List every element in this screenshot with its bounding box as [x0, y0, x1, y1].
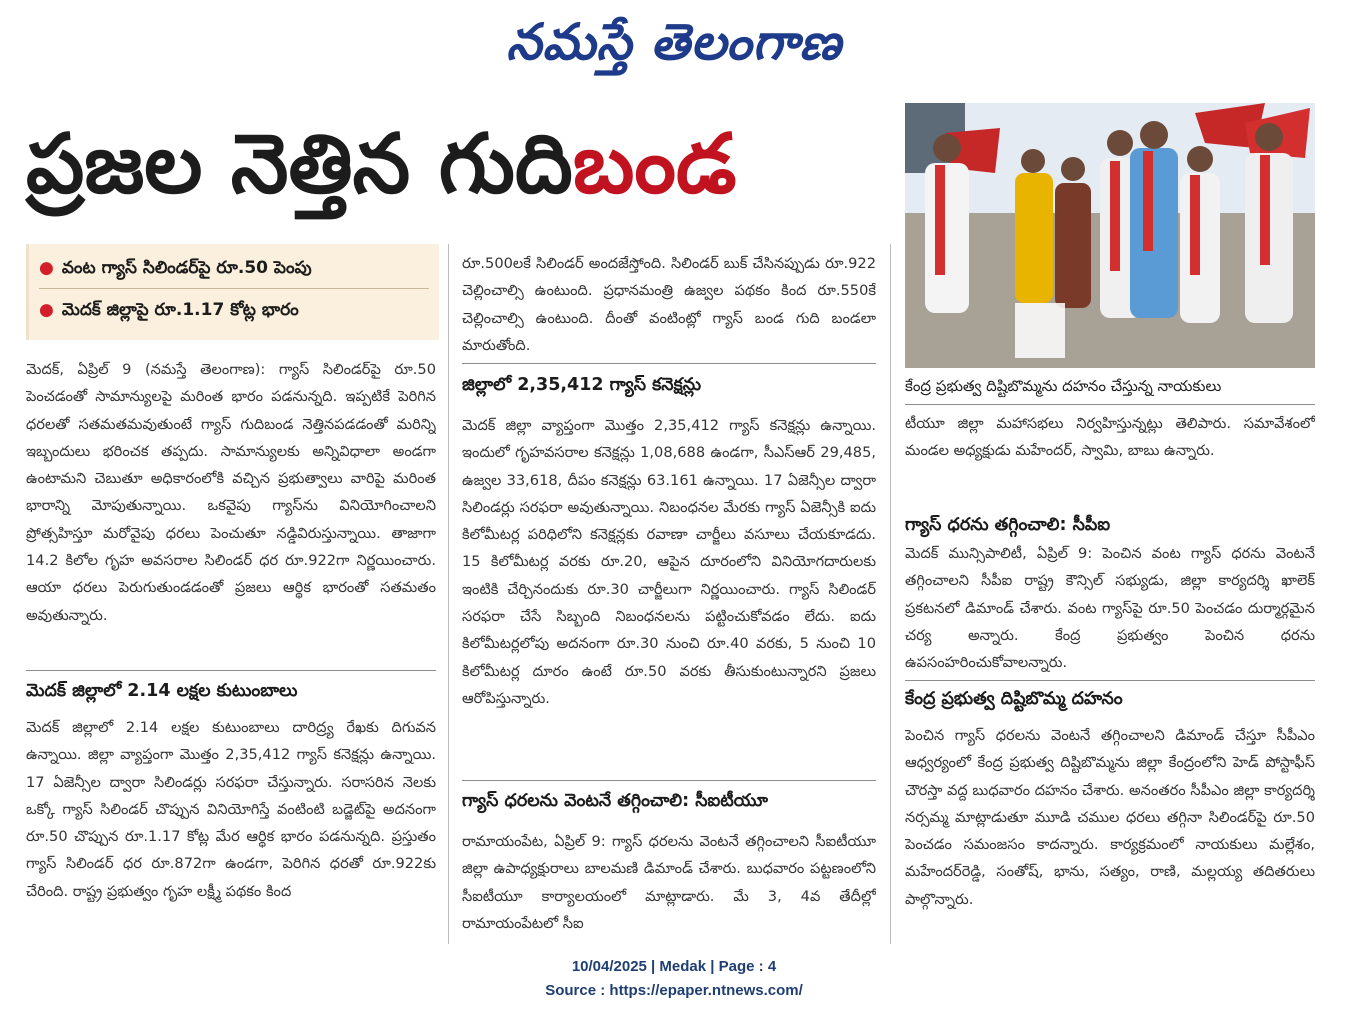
- column3-para2: మెదక్ మున్సిపాలిటీ, ఏప్రిల్ 9: పెంచిన వంట గ్యాస్ ధరను వెంటనే తగ్గించాలని సీపీఐ రాష్ట్ర కౌన్సిల్ సభ్యుడు, జిల్లా కార్యదర్శి ఖాలెక్ ప్రకటనలో డిమాండ్ చేశారు. వంట గ్యాస్‌పై రూ.50 పెంచడం దుర్మార్గమైన చర్య అన్నారు. కేంద్ర ప్రభుత్వం పెంచిన ధరను ఉపసంహరించుకోవాలన్నారు.: [905, 545, 1315, 672]
- column3-subhead-cpi: గ్యాస్ ధరను తగ్గించాలి: సీపీఐ: [905, 515, 1111, 535]
- divider: [26, 670, 436, 671]
- highlights-box: [26, 244, 439, 340]
- divider: [905, 680, 1315, 681]
- headline-highlight: బండ: [572, 117, 737, 212]
- protest-photo-illustration: [905, 103, 1315, 368]
- highlight-item: ● మెదక్ జిల్లాపై రూ.1.17 కోట్ల భారం: [39, 300, 299, 320]
- footer-date-page: 10/04/2025 | Medak | Page : 4: [571, 958, 777, 975]
- column2-para2: మెదక్ జిల్లా వ్యాప్తంగా మొత్తం 2,35,412 గ్యాస్ కనెక్షన్లు ఉన్నాయి. ఇందులో గృహవసరాల కనెక్షన్లు 1,08,688 ఉండగా, సీఎస్‌ఆర్ 29,485, ఉజ్వల 33,618, దీపం కనెక్షన్లు 63.161 ఉన్నాయి. 17 ఏజెన్సీల ద్వారా సిలిండర్లు సరఫరా అవుతున్నాయి. నిబంధనల మేరకు గ్యాస్ ఏజెన్సీకి ఐదు కిలోమీటర్ల పరిధిలోని కనెక్షన్లకు రవాణా చార్జీలు వసూలు చేయకూడదు. 15 కిలోమీటర్ల వరకు రూ.20, ఆపైన దూరంలోని వినియోగదారులకు ఇంటికి చేర్చినందుకు రూ.30 చార్జీలుగా నిర్ణయించారు. గ్యాస్ సిలిండర్ సరఫరా చేసే సిబ్బంది నిబంధనలను పట్టించుకోవడం లేదు. ఐదు కిలోమీటర్లలోపు అదనంగా రూ.30 నుంచి రూ.40 వరకు, 5 నుంచి 10 కిలోమీటర్ల దూరం ఉంటే రూ.50 వరకు తీసుకుంటున్నారని ప్రజలు ఆరోపిస్తున్నారు.: [462, 417, 876, 707]
- headline-main: ప్రజల నెత్తిన గుది: [26, 117, 573, 212]
- column1-subhead: మెదక్ జిల్లాలో 2.14 లక్షల కుటుంబాలు: [26, 681, 298, 701]
- divider: [905, 404, 1315, 405]
- bullet-icon: ●: [39, 300, 54, 320]
- photo-caption: కేంద్ర ప్రభుత్వ దిష్టిబొమ్మను దహనం చేస్తున్న నాయకులు: [905, 377, 1222, 395]
- divider: [39, 288, 429, 289]
- news-photo: [905, 103, 1315, 368]
- column2-para3: రామాయంపేట, ఏప్రిల్ 9: గ్యాస్ ధరలను వెంటనే తగ్గించాలని సీఐటీయూ జిల్లా ఉపాధ్యక్షురాలు బాలమణి డిమాండ్ చేశారు. బుధవారం పట్టణంలోని సీఐటీయూ కార్యాలయంలో మాట్లాడారు. మే 3, 4వ తేదీల్లో రామాయంపేటలో సీఐ: [462, 833, 876, 932]
- column3-para1: టీయూ జిల్లా మహాసభలు నిర్వహిస్తున్నట్లు తెలిపారు. సమావేశంలో మండల అధ్యక్షుడు మహేందర్, స్వామి, బాబు ఉన్నారు.: [905, 415, 1315, 460]
- highlight-item: ● వంట గ్యాస్ సిలిండర్‌పై రూ.50 పెంపు: [39, 258, 312, 278]
- column-divider: [890, 244, 891, 944]
- masthead-logo: నమస్తే తెలంగాణ: [506, 12, 842, 71]
- footer-source: Source : https://epaper.ntnews.com/: [545, 982, 803, 999]
- column3-subhead-effigy: కేంద్ర ప్రభుత్వ దిష్టిబొమ్మ దహనం: [905, 689, 1123, 709]
- column2-subhead-citu: గ్యాస్ ధరలను వెంటనే తగ్గించాలి: సీఐటీయూ: [462, 791, 768, 811]
- headline: [26, 100, 886, 230]
- column2-para1: రూ.500లకే సిలిండర్ అందజేస్తోంది. సిలిండర్ బుక్ చేసినప్పుడు రూ.922 చెల్లించాల్సి ఉంటుంది. ప్రధానమంత్రి ఉజ్వల పథకం కింద రూ.550కే చెల్లించాల్సి ఉంటుంది. దీంతో వంటింట్లో గ్యాస్ బండ గుది బండలా మారుతోంది.: [462, 255, 876, 354]
- bullet-icon: ●: [39, 258, 54, 278]
- column-divider: [448, 244, 449, 944]
- column2-subhead-connections: జిల్లాలో 2,35,412 గ్యాస్ కనెక్షన్లు: [462, 375, 702, 395]
- column1-para2: మెదక్ జిల్లాలో 2.14 లక్షల కుటుంబాలు దారిద్ర్య రేఖకు దిగువన ఉన్నాయి. జిల్లా వ్యాప్తంగా మొత్తం 2,35,412 గ్యాస్ కనెక్షన్లు ఉన్నాయి. 17 ఏజెన్సీల ద్వారా సిలిండర్లు సరఫరా చేస్తున్నారు. సరాసరిన నెలకు ఒక్కో గ్యాస్ సిలిండర్ చొప్పున వినియోగిస్తే వంటింటి బడ్జెట్‌పై అదనంగా రూ.50 చొప్పున రూ.1.17 కోట్ల మేర ఆర్థిక భారం పడనున్నది. ప్రస్తుతం గ్యాస్ సిలిండర్ ధర రూ.872గా ఉండగా, పెరిగిన ధరతో రూ.922కు చేరింది. రాష్ట్ర ప్రభుత్వం గృహ లక్ష్మీ పథకం కింద: [26, 719, 436, 900]
- column3-para3: పెంచిన గ్యాస్ ధరలను వెంటనే తగ్గించాలని డిమాండ్ చేస్తూ సీపీఎం ఆధ్వర్యంలో కేంద్ర ప్రభుత్వ దిష్టిబొమ్మను జిల్లా కేంద్రంలోని హెడ్ పోస్టాఫీస్ చౌరస్తా వద్ద బుధవారం దహనం చేశారు. అనంతరం సీపీఎం జిల్లా కార్యదర్శి నర్సమ్మ మాట్లాడుతూ మూడి చముల ధరలు తగ్గినా సిలిండర్‌పై రూ.50 పెంచడం సమంజసం కాదన్నారు. కార్యక్రమంలో నాయకులు మల్లేశం, మహేందర్‌రెడ్డి, సంతోష్, భాను, సత్యం, రాణి, మల్లయ్య తదితరులు పాల్గొన్నారు.: [905, 727, 1315, 908]
- divider: [462, 780, 876, 781]
- divider: [462, 363, 876, 364]
- column1-para1: మెదక్, ఏప్రిల్ 9 (నమస్తే తెలంగాణ): గ్యాస్ సిలిండర్‌పై రూ.50 పెంచడంతో సామాన్యులపై మరింత భారం పడనున్నది. ఇప్పటికే పెరిగిన ధరలతో సతమతమవుతుంటే గ్యాస్ గుదిబండ నెత్తినపడడంతో మరిన్ని ఇబ్బందులు భరించక తప్పదు. సామాన్యులకు అన్నివిధాలా అండగా ఉంటామని చెబుతూ అధికారంలోకి వచ్చిన ప్రభుత్వాలు వారిపై మరింత భారాన్ని మోపుతున్నాయి. ఒకవైపు గ్యాస్‌ను వినియోగించాలని ప్రోత్సహిస్తూ మరోవైపు ధరలు పెంచుతూ నడ్డివిరుస్తున్నాయి. తాజాగా 14.2 కిలోల గృహ అవసరాల సిలిండర్ ధర రూ.922గా నిర్ణయించారు. ఆయా ధరలు పెరుగుతుండడంతో ప్రజలు ఆర్థిక భారంతో సతమతం అవుతున్నారు.: [26, 361, 436, 624]
